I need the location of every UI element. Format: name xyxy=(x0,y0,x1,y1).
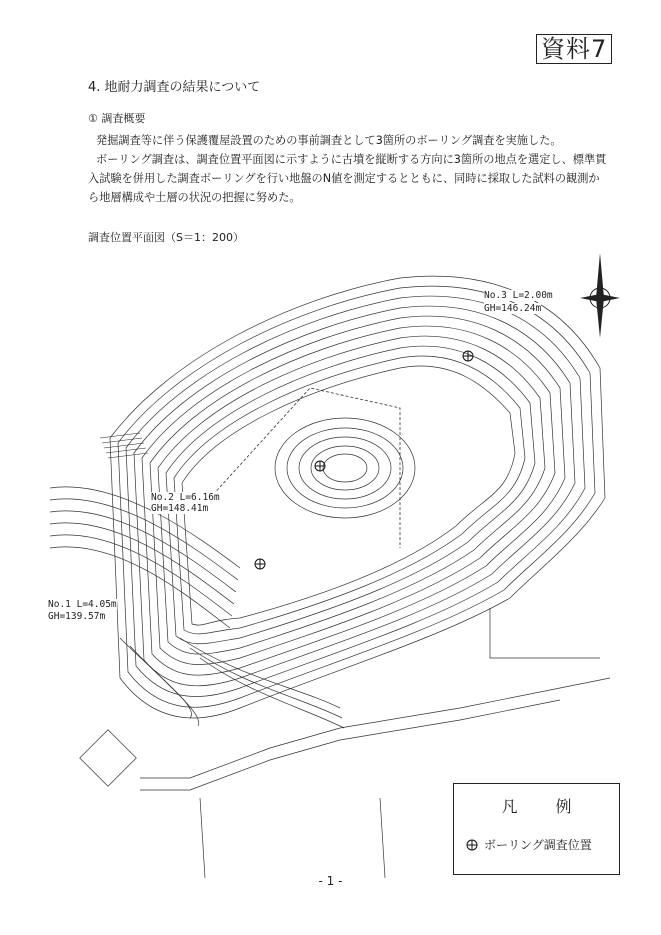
north-arrow-icon xyxy=(580,253,620,338)
page-number: - 1 - xyxy=(318,874,343,888)
borehole-no1-label: No.1 L=4.05m xyxy=(48,599,117,610)
borehole-no3-label: No.3 L=2.00m xyxy=(484,290,553,301)
legend-title: 凡例 xyxy=(501,797,610,816)
borehole-no2-gh: GH=148.41m xyxy=(151,503,209,514)
borehole-symbol-icon xyxy=(466,839,478,851)
subsection-title: ① 調査概要 xyxy=(88,112,146,125)
map-legend xyxy=(453,783,620,875)
map-caption: 調査位置平面図（S＝1：200） xyxy=(88,231,244,244)
paragraph-method: ボーリング調査は、調査位置平面図に示すように古墳を縦断する方向に3箇所の地点を選定し、標準貫入試験を併用した調査ボーリングを行い地盤のN値を測定するとともに、同時に採取した試料の観測から地層構成や土層の状況の把握に努めた。 xyxy=(88,153,607,204)
section-title: 4. 地耐力調査の結果について xyxy=(88,80,261,95)
document-badge: 資料7 xyxy=(536,34,612,64)
borehole-no2-label: No.2 L=6.16m xyxy=(151,492,220,503)
borehole-no1-gh: GH=139.57m xyxy=(48,611,106,622)
legend-item-label: ボーリング調査位置 xyxy=(484,838,592,852)
contour-map xyxy=(40,238,620,878)
borehole-no3-gh: GH=146.24m xyxy=(484,303,542,314)
paragraph-overview: 発掘調査等に伴う保護覆屋設置のための事前調査として3箇所のボーリング調査を実施した。 xyxy=(96,134,562,147)
legend-item xyxy=(466,836,592,853)
